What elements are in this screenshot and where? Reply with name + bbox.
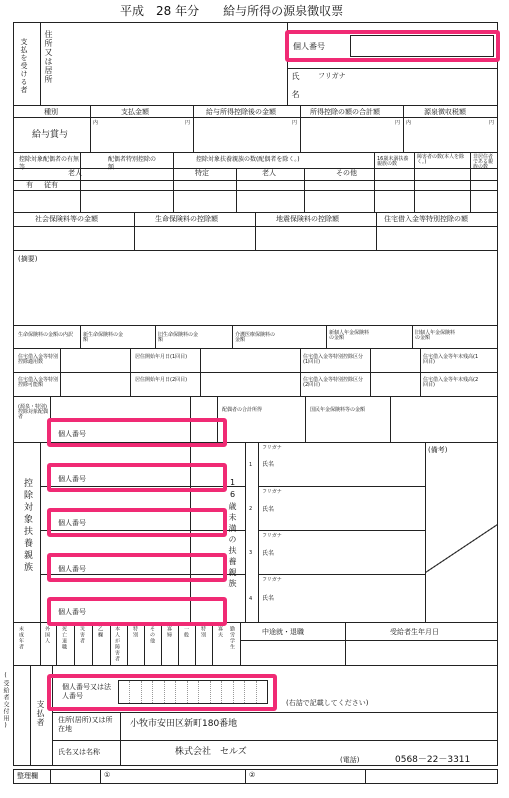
u16-num-3: 3 bbox=[249, 550, 253, 556]
ins-r2-2: 住宅借入金等特別控除区分(1回目) bbox=[303, 354, 364, 365]
spouse-sub2: 従有 bbox=[44, 181, 58, 189]
other-header: その他 bbox=[336, 169, 357, 177]
u16-name-1: 氏名 bbox=[262, 461, 275, 468]
ins-r3-3: 住宅借入金等年末残高(2回目) bbox=[423, 377, 479, 388]
payer-phone-value: 0568－22－3311 bbox=[395, 755, 471, 765]
housing-header: 住宅借入金等特別控除の額 bbox=[384, 215, 468, 223]
status-12: 勤労学生 bbox=[229, 626, 235, 650]
dep2-mynumber-label: 個人番号 bbox=[58, 519, 86, 527]
deduction-total-header: 所得控除の額の合計額 bbox=[310, 108, 380, 116]
withholding-header: 源泉徴収税額 bbox=[424, 108, 466, 116]
ins-r1-4: 新個人年金保険料の金額 bbox=[329, 330, 370, 341]
status-0: 未成年者 bbox=[18, 626, 24, 650]
quake-header: 地震保険料の控除額 bbox=[276, 215, 339, 223]
ins-r1-5: 旧個人年金保険料の金額 bbox=[415, 330, 456, 341]
after-deduction-header: 給与所得控除後の金額 bbox=[206, 108, 276, 116]
status-4: 乙欄 bbox=[97, 626, 103, 638]
ins-r4-2: 国民年金保険料等の金額 bbox=[310, 407, 366, 413]
status-1: 外国人 bbox=[44, 626, 50, 644]
yen-mark-2: 円 bbox=[292, 120, 298, 126]
u16-kana-4: フリガナ bbox=[262, 577, 282, 583]
social-header: 社会保険料等の金額 bbox=[35, 215, 98, 223]
payee-label: 支払を受ける者 bbox=[20, 38, 28, 94]
ins-r1-1: 新生命保険料の金額 bbox=[83, 332, 124, 343]
u16-kana-1: フリガナ bbox=[262, 445, 282, 451]
name-label: 氏 名 bbox=[291, 72, 300, 99]
mynumber-label-spouse: 個人番号 bbox=[58, 430, 86, 438]
highlight-dep4 bbox=[47, 597, 227, 626]
ins-r4-1: 配偶者の合計所得 bbox=[222, 407, 263, 413]
spouse-special-header: 配偶者特別控除の額 bbox=[108, 156, 157, 171]
highlight-payer-mynumber bbox=[47, 674, 277, 711]
address-label: 住所又は居所 bbox=[44, 30, 53, 84]
remarks2-label: (備考) bbox=[428, 446, 448, 454]
u16-name-2: 氏名 bbox=[262, 506, 275, 513]
ins-r2-3: 住宅借入金等年末残高(1回目) bbox=[423, 354, 479, 365]
status-9: 一般 bbox=[183, 626, 189, 638]
payer-side-label: (受給者交付用) bbox=[2, 672, 9, 730]
u16-kana-3: フリガナ bbox=[262, 533, 282, 539]
status-11: 寡夫 bbox=[217, 626, 223, 638]
spouse-sub1: 有 bbox=[26, 181, 33, 189]
ins-r2-0: 住宅借入金等特別控除適用数 bbox=[18, 354, 59, 365]
yen-mark-1: 円 bbox=[185, 120, 191, 126]
u16-num-4: 4 bbox=[249, 596, 253, 602]
mid-job-header: 中途就・退職 bbox=[262, 628, 304, 636]
u16-kana-2: フリガナ bbox=[262, 489, 282, 495]
status-6: 特別 bbox=[132, 626, 138, 638]
inner-mark-2: 内 bbox=[406, 120, 412, 126]
highlight-dep1 bbox=[47, 463, 227, 492]
mynumber-label-payee: 個人番号 bbox=[293, 42, 325, 51]
highlight-payee-mynumber bbox=[285, 30, 500, 62]
ins-r1-0: 生命保険料の金額の内訳 bbox=[18, 332, 74, 338]
disabled-header: 16歳未満扶養親族の数 bbox=[377, 156, 409, 167]
ins-r1-2: 旧生命保険料の金額 bbox=[158, 332, 199, 343]
status-7: その他 bbox=[149, 626, 155, 644]
dep1-mynumber-label: 個人番号 bbox=[58, 475, 86, 483]
highlight-dep3 bbox=[47, 553, 227, 582]
form-title: 平成 28 年分 給与所得の源泉徴収票 bbox=[120, 4, 344, 18]
payer-address-value: 小牧市安田区新町180番地 bbox=[130, 719, 238, 729]
highlight-spouse-mynumber bbox=[47, 418, 227, 447]
disabled2-header: 障害者の数(本人を除く。) bbox=[417, 154, 464, 165]
remarks-label: (摘要) bbox=[18, 255, 38, 263]
seiri-label: 整理欄 bbox=[17, 772, 38, 780]
ins-r3-1: 居住開始年月日(2回目) bbox=[135, 377, 188, 383]
ins-r2-1: 居住開始年月日(1回目) bbox=[135, 354, 188, 360]
dep3-mynumber-label: 個人番号 bbox=[58, 565, 86, 573]
dependents-group-label: 控除対象扶養親族 bbox=[22, 478, 32, 574]
under16-label: 16歳未満の扶養親族 bbox=[228, 478, 237, 590]
status-2: 死亡退職 bbox=[61, 626, 67, 650]
payer-address-label: 住所(居所)又は所在地 bbox=[58, 716, 113, 733]
payer-name-value: 株式会社 セルズ bbox=[175, 747, 247, 757]
type-value: 給与賞与 bbox=[32, 130, 69, 140]
kana-label: フリガナ bbox=[318, 72, 346, 80]
payer-phone-label: (電話) bbox=[340, 756, 360, 764]
status-10: 特別 bbox=[200, 626, 206, 638]
ins-r3-2: 住宅借入金等特別控除区分(2回目) bbox=[303, 377, 364, 388]
seiri-c2: ② bbox=[249, 771, 256, 779]
dependents-header: 控除対象扶養親族の数(配偶者を除く。) bbox=[196, 156, 300, 163]
nonres-header: 非居住者である親族の数 bbox=[473, 154, 494, 170]
ins-r4-0: (源泉・特別)控除対象配偶者 bbox=[18, 404, 49, 420]
specific-header: 特定 bbox=[195, 169, 209, 177]
payer-mynumber-note: (右詰で記載してください) bbox=[286, 699, 369, 707]
u16-num-1: 1 bbox=[249, 462, 253, 468]
u16-name-3: 氏名 bbox=[262, 550, 275, 557]
birth-header: 受給者生年月日 bbox=[390, 628, 439, 636]
payer-mynumber-label: 個人番号又は法人番号 bbox=[62, 683, 111, 700]
yen-mark-4: 円 bbox=[489, 120, 495, 126]
status-5: 本人が障害者 bbox=[114, 626, 120, 662]
u16-name-4: 氏名 bbox=[262, 595, 275, 602]
pay-header: 支払金額 bbox=[121, 108, 149, 116]
payer-label: 支払者 bbox=[36, 700, 45, 727]
yen-mark-3: 円 bbox=[395, 120, 401, 126]
inner-mark: 内 bbox=[93, 120, 99, 126]
elderly-header: 老人 bbox=[68, 169, 82, 177]
dep4-mynumber-label: 個人番号 bbox=[58, 608, 86, 616]
payer-name-label: 氏名又は名称 bbox=[58, 748, 100, 756]
u16-num-2: 2 bbox=[249, 506, 253, 512]
status-3: 災害者 bbox=[79, 626, 85, 644]
ins-r1-3: 介護医療保険料の金額 bbox=[235, 332, 276, 343]
spouse-header: 控除対象配偶者の有無等 bbox=[19, 156, 80, 171]
type-header: 種別 bbox=[44, 108, 58, 116]
life-header: 生命保険料の控除額 bbox=[155, 215, 218, 223]
seiri-c1: ① bbox=[104, 771, 111, 779]
elderly2-header: 老人 bbox=[262, 169, 276, 177]
highlight-dep2 bbox=[47, 508, 227, 537]
ins-r3-0: 住宅借入金等特別控除可能額 bbox=[18, 377, 59, 388]
status-8: 寡婦 bbox=[166, 626, 172, 638]
